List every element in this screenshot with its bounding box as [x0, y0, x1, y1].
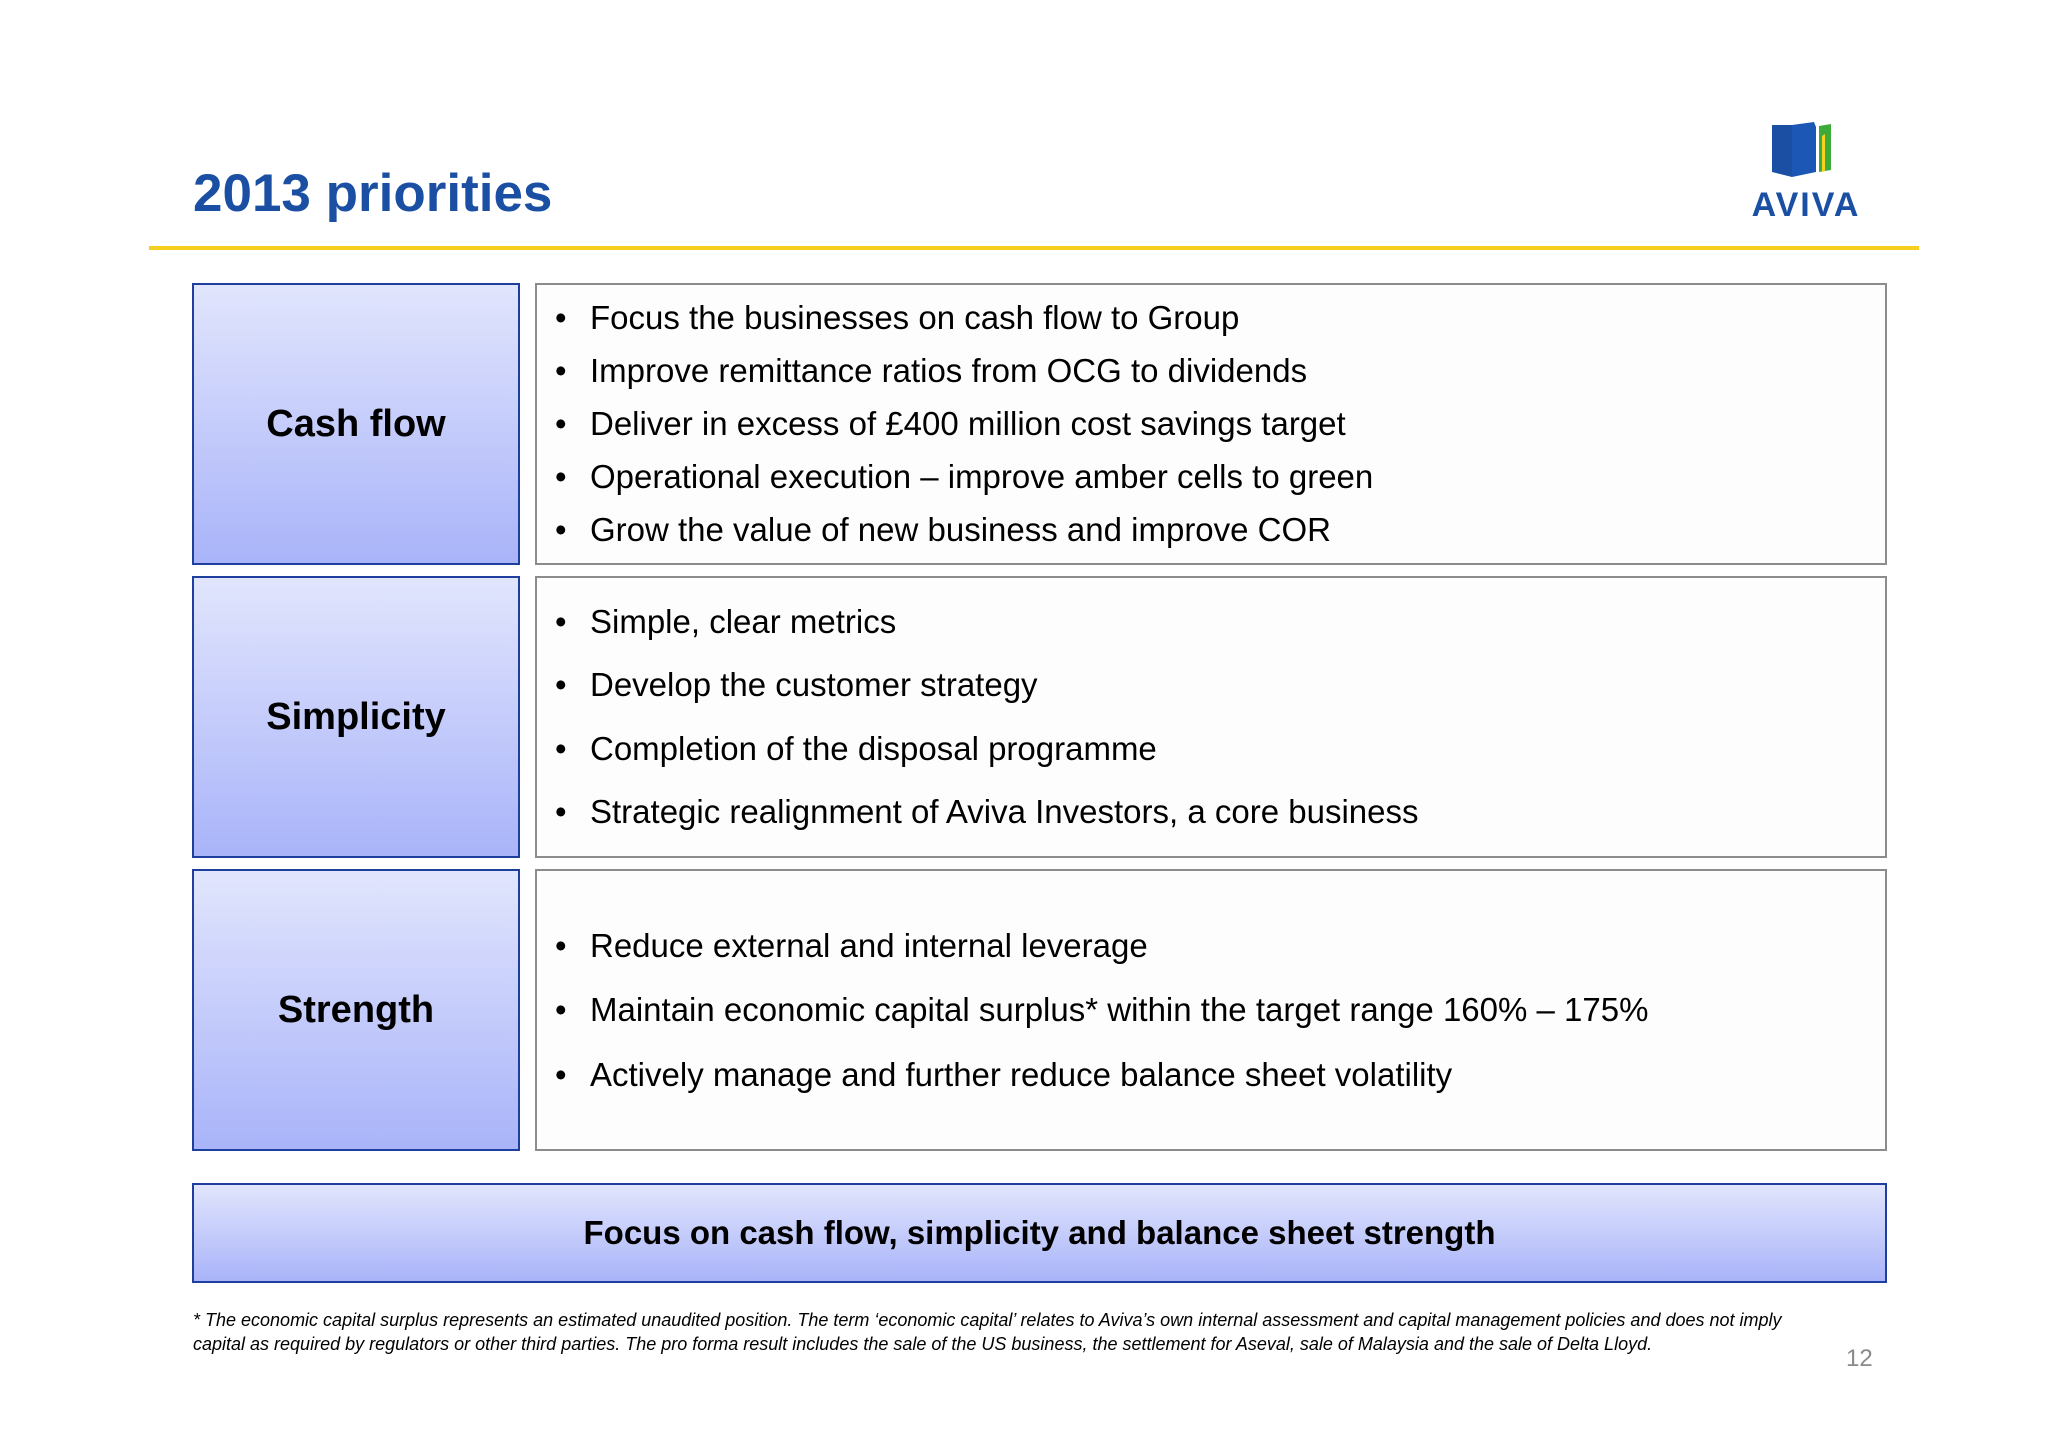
aviva-logo	[1736, 122, 1876, 222]
bullet-icon: •	[555, 458, 567, 496]
bullet-icon: •	[555, 1055, 567, 1093]
row-label-simplicity	[192, 576, 520, 858]
bullet-item	[555, 729, 1865, 769]
bullet-text: Completion of the disposal programme	[590, 729, 1157, 767]
summary-banner	[192, 1183, 1887, 1283]
bullet-text: Develop the customer strategy	[590, 666, 1038, 704]
bullet-text: Operational execution – improve amber cells to green	[590, 458, 1374, 496]
bullet-text: Actively manage and further reduce balance sheet volatility	[590, 1055, 1453, 1093]
bullet-text: Grow the value of new business and improve COR	[590, 511, 1332, 549]
bullet-item	[555, 351, 1865, 391]
bullet-text: Deliver in excess of £400 million cost savings target	[590, 405, 1346, 443]
bullet-item	[555, 298, 1865, 338]
row-label-strength	[192, 869, 520, 1151]
bullet-icon: •	[555, 926, 567, 964]
bullet-text: Improve remittance ratios from OCG to dividends	[590, 352, 1308, 390]
bullet-item	[555, 665, 1865, 705]
bullet-icon: •	[555, 602, 567, 640]
bullet-text: Strategic realignment of Aviva Investors, a core business	[590, 793, 1419, 831]
bullet-icon: •	[555, 299, 567, 337]
title-divider	[149, 246, 1919, 250]
footnote: * The economic capital surplus represents an estimated unaudited position. The term ‘economic capital’ relates to Aviva’s own internal assessment and capital management policies and does not imply capital as required by regulators or other third parties. The pro forma result includes the sale of the US business, the settlement for Aseval, sale of Malaysia and the sale of Delta Lloyd.	[193, 1310, 1782, 1354]
bullet-text: Focus the businesses on cash flow to Group	[590, 299, 1240, 337]
bullet-item	[555, 990, 1865, 1030]
bullet-icon: •	[555, 511, 567, 549]
bullet-text: Maintain economic capital surplus* within the target range 160% – 175%	[590, 991, 1649, 1029]
bullet-item	[555, 926, 1865, 966]
bullet-text: Simple, clear metrics	[590, 602, 897, 640]
bullet-item	[555, 602, 1865, 642]
bullet-icon: •	[555, 793, 567, 831]
logo-wordmark: AVIVA	[1751, 186, 1861, 224]
row-label-text: Cash flow	[266, 402, 446, 445]
bullet-text: Reduce external and internal leverage	[590, 926, 1148, 964]
bullet-icon: •	[555, 666, 567, 704]
bullet-icon: •	[555, 352, 567, 390]
row-label-text: Strength	[277, 988, 435, 1031]
bullet-item	[555, 404, 1865, 444]
row-content-cash-flow	[535, 283, 1887, 565]
summary-banner-text: Focus on cash flow, simplicity and balance sheet strength	[583, 1214, 1496, 1251]
bullet-item	[555, 457, 1865, 497]
aviva-logo-mark-icon	[1736, 122, 1876, 182]
bullet-item	[555, 510, 1865, 550]
page-number: 12	[1846, 1345, 1873, 1372]
bullet-icon: •	[555, 405, 567, 443]
row-label-cash-flow	[192, 283, 520, 565]
bullet-item	[555, 1055, 1865, 1095]
row-content-strength	[535, 869, 1887, 1151]
row-content-simplicity	[535, 576, 1887, 858]
row-label-text: Simplicity	[266, 695, 446, 738]
bullet-icon: •	[555, 991, 567, 1029]
bullet-icon: •	[555, 729, 567, 767]
page-title: 2013 priorities	[193, 164, 553, 223]
bullet-item	[555, 792, 1865, 832]
